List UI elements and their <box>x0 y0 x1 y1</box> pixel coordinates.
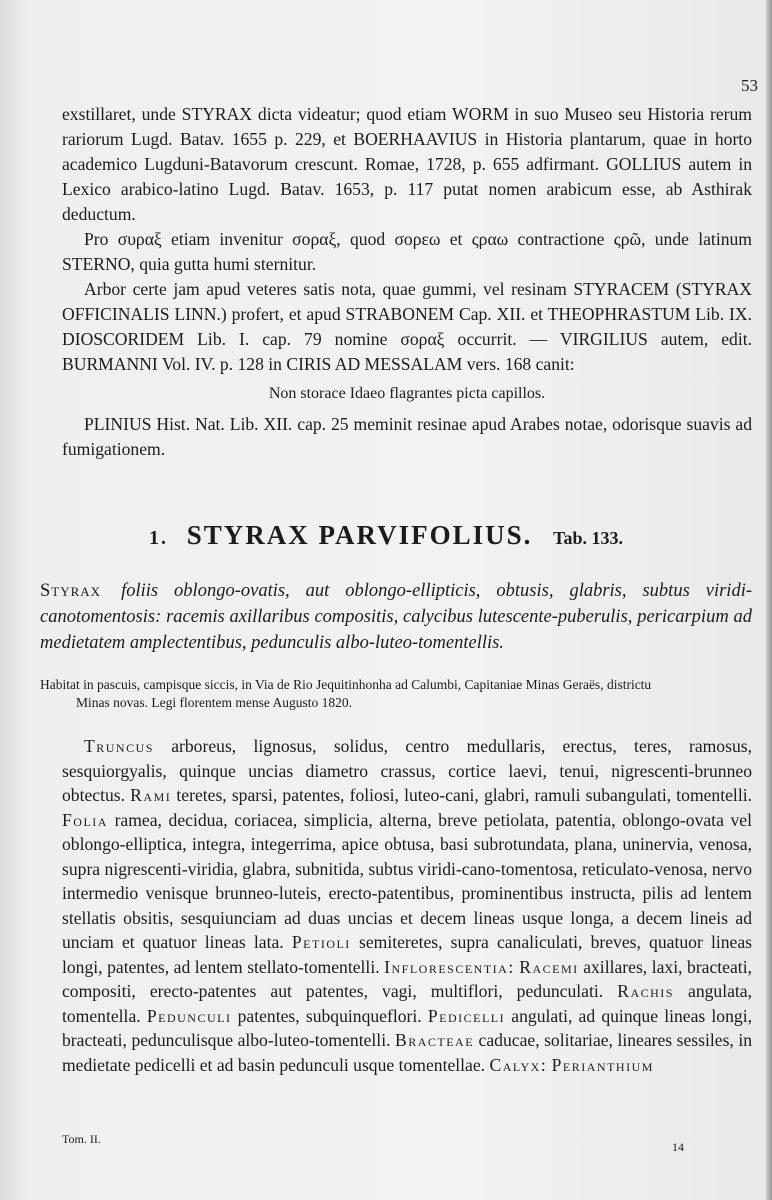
diagnosis-genus: Styrax <box>40 581 102 601</box>
diagnosis-text: foliis oblongo-ovatis, aut oblongo-ellipticis, obtusis, glabris, subtus viridi-canotomentosis: racemis axillaribus compositis, calycibus lutescente-puberulis, pericarpium ad medietatem amplectentibus, pedunculis albo-luteo-tomentellis. <box>40 581 752 653</box>
description-text: angulata, tomentella. <box>62 981 753 1026</box>
description-term: Bracteae <box>394 1030 475 1050</box>
description-term: Rami <box>130 785 172 805</box>
page-number: 53 <box>741 76 758 95</box>
intro-paragraph-2: Pro συραξ etiam invenitur σοραξ, quod σορεω et ςραω contractione ςρῶ, unde latinum STERNO, quia gutta humi sternitur. <box>62 229 752 274</box>
description-term: Calyx: <box>489 1054 548 1075</box>
intro-paragraph-3: Arbor certe jam apud veteres satis nota, quae gummi, vel resinam STYRACEM (STYRAX OFFICINALIS LINN.) profert, et apud STRABONEM Cap. XII. et THEOPHRASTUM Lib. IX. DIOSCORIDEM Lib. I. cap. 79 nomine σοραξ occurrit. — VIRGILIUS autem, edit. BURMANNI Vol. IV. p. 128 in CIRIS AD MESSALAM vers. 168 canit: <box>62 279 752 374</box>
description-term: Pedunculi <box>146 1005 232 1026</box>
description-term: Truncus <box>84 736 154 756</box>
species-description <box>62 734 752 1077</box>
page-edge-shadow <box>766 0 772 1200</box>
description-text: angulati, ad quinque lineas longi, bracteati, pedunculisque albo-luteo-tomentelli. <box>62 1005 752 1050</box>
volume-label: Tom. II. <box>62 1132 101 1146</box>
description-term: Inflorescentia: <box>384 956 515 977</box>
plate-reference: Tab. 133. <box>553 528 623 548</box>
description-term: Pedicelli <box>427 1005 506 1026</box>
intro-paragraph-1: exstillaret, unde STYRAX dicta videatur; quod etiam WORM in suo Museo seu Historia rerum rariorum Lugd. Batav. 1655 p. 229, et BOERHAAVIUS in Historia plantarum, quae in horto academico Lugduni-Batavorum crescunt. Romae, 1728, p. 655 adfirmant. GOLLIUS autem in Lexico arabico-latino Lugd. Batav. 1653, p. 117 putat nomen arabicum esse, ab Asthirak deductum. <box>62 104 752 224</box>
signature-mark: 14 <box>672 1140 684 1154</box>
poem-quotation: Non storace Idaeo flagrantes picta capillos. <box>268 385 546 402</box>
species-name: STYRAX PARVIFOLIUS. <box>186 520 533 550</box>
description-text: caducae, solitariae, lineares sessiles, in medietate pedicelli et ad basin pedunculi usque tomentellae. <box>62 1030 753 1075</box>
description-term: Racemi <box>519 956 579 977</box>
description-text: semiteretes, supra canaliculati, breves, quatuor lineas longi, patentes, ad lentem stellato-tomentelli. <box>62 932 752 977</box>
description-text: teretes, sparsi, patentes, foliosi, luteo-cani, glabri, ramuli subangulati, tomentelli. <box>171 785 752 805</box>
habitat-note <box>40 676 752 712</box>
description-term: Perianthium <box>551 1054 654 1075</box>
habitat-line-1: Habitat in pascuis, campisque siccis, in Via de Rio Jequitinhonha ad Calumbi, Capitaniae Minas Geraës, districtu <box>40 677 652 692</box>
species-diagnosis <box>40 578 752 656</box>
species-number: 1. <box>149 527 169 549</box>
description-text: arboreus, lignosus, solidus, centro medullaris, erectus, teres, ramosus, sesquiorgyalis, quinque uncias diametro crassus, cortice laevi, tenui, nigrescenti-brunneo obtectus. <box>62 736 752 805</box>
species-heading <box>0 520 772 551</box>
description-term: Folia <box>62 809 108 830</box>
description-text: ramea, decidua, coriacea, simplicia, alterna, breve petiolata, patentia, oblongo-ovata vel oblongo-elliptica, integra, integerrima, apice obtusa, basi subrotundata, plana, uninervia, venosa, supra nigrescenti-viridia, glabra, subnitida, subtus viridi-cano-tomentosa, reticulato-venosa, nervo intermedio venisque brunneo-luteis, erecto-patentibus, prominentibus instructa, pilis ad lentem stellatis obsitis, sesquiunciam ad duas uncias et decem lineas usque longa, a decem lineis ad unciam et quatuor lineas lata. <box>62 809 752 952</box>
description-text: axillares, laxi, bracteati, compositi, erecto-patentes aut patentes, vagi, multiflori, pedunculati. <box>62 956 752 1001</box>
habitat-line-2: Minas novas. Legi florentem mense Augusto 1820. <box>76 695 352 710</box>
description-term: Rachis <box>617 981 674 1001</box>
description-text: patentes, subquinqueflori. <box>231 1005 428 1026</box>
intro-section <box>62 102 752 462</box>
intro-paragraph-4: PLINIUS Hist. Nat. Lib. XII. cap. 25 meminit resinae apud Arabes notae, odorisque suavis ad fumigationem. <box>62 414 752 459</box>
description-term: Petioli <box>291 932 351 952</box>
